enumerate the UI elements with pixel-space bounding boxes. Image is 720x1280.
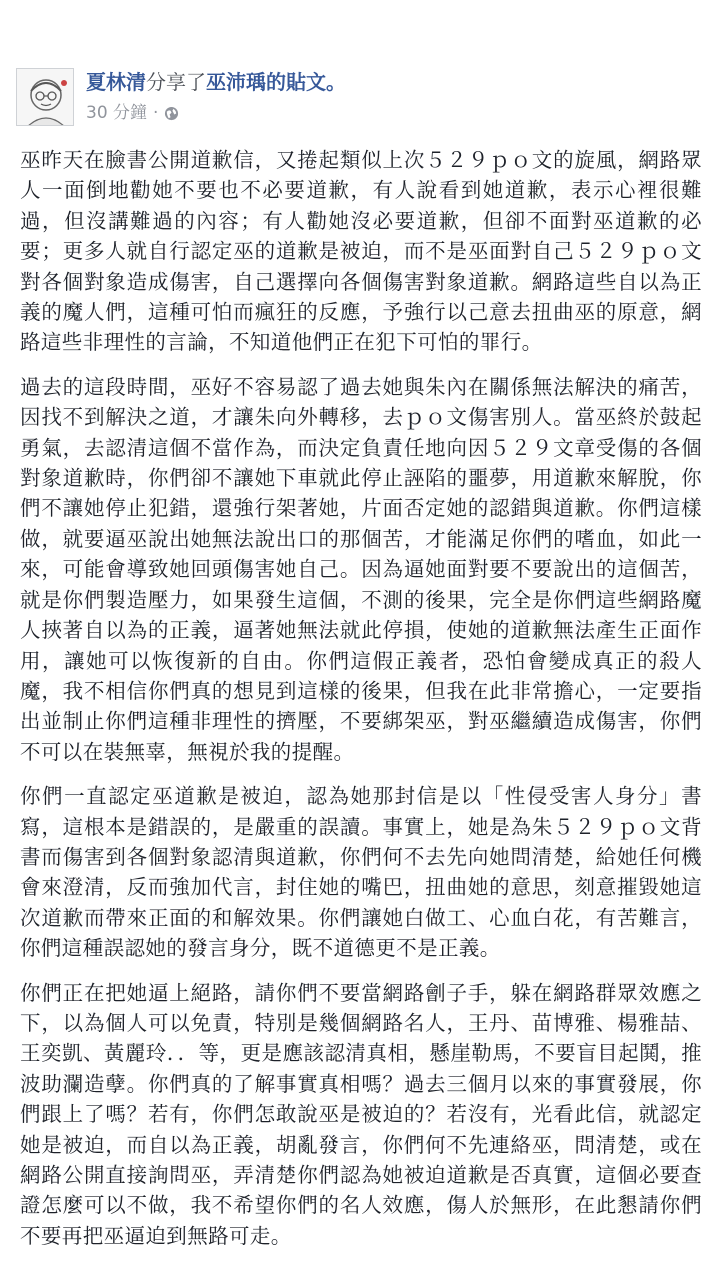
post-meta xyxy=(86,101,179,125)
avatar-sketch-icon xyxy=(17,69,74,126)
shared-text: 分享了 xyxy=(146,70,206,94)
post-body xyxy=(20,145,702,1265)
avatar[interactable] xyxy=(16,68,74,126)
timestamp-link[interactable]: 30 分鐘 xyxy=(86,103,148,123)
post-title-line xyxy=(86,68,346,96)
meta-separator: · xyxy=(153,103,159,123)
original-author-link[interactable]: 巫沛瑀 xyxy=(206,70,266,94)
post-paragraph-2: 過去的這段時間，巫好不容易認了過去她與朱內在關係無法解決的痛苦，因找不到解決之道，才讓朱向外轉移，去ｐｏ文傷害別人。當巫終於鼓起勇氣，去認清這個不當作為，而決定負責任地向因５２９文章受傷的各個對象道歉時，你們卻不讓她下車就此停止誣陷的噩夢，用道歉來解脫，你們不讓她停止犯錯，還強行架著她，片面否定她的認錯與道歉。你們這樣做，就要逼巫說出她無法說出口的那個苦，才能滿足你們的嗜血，如此一來，可能會導致她回頭傷害她自己。因為逼她面對要不要說出的這個苦，就是你們製造壓力，如果發生這個，不測的後果，完全是你們這些網路魔人挾著自以為的正義，逼著她無法就此停損，使她的道歉無法產生正面作用，讓她可以恢復新的自由。你們這假正義者，恐怕會變成真正的殺人魔，我不相信你們真的想見到這樣的後果，但我在此非常擔心，一定要指出並制止你們這種非理性的擠壓，不要綁架巫，對巫繼續造成傷害，你們不可以在裝無辜，無視於我的提醒。 xyxy=(20,374,702,764)
post-paragraph-1: 巫昨天在臉書公開道歉信，又捲起類似上次５２９ｐｏ文的旋風，網路眾人一面倒地勸她不要也不必要道歉，有人說看到她道歉，表示心裡很難過，但沒講難過的內容；有人勸她沒必要道歉，但卻不面對巫道歉的必要；更多人就自行認定巫的道歉是被迫，而不是巫面對自己５２９ｐｏ文對各個對象造成傷害，自己選擇向各個傷害對象道歉。網路這些自以為正義的魔人們，這種可怕而瘋狂的反應，予強行以己意去扭曲巫的原意，網路這些非理性的言論，不知道他們正在犯下可怕的罪行。 xyxy=(20,148,702,355)
globe-icon[interactable] xyxy=(164,106,179,121)
author-name-link[interactable]: 夏林清 xyxy=(86,70,146,94)
original-post-link[interactable]: 的貼文。 xyxy=(266,70,346,94)
post-paragraph-3: 你們一直認定巫道歉是被迫，認為她那封信是以「性侵受害人身分」書寫，這根本是錯誤的，是嚴重的誤讀。事實上，她是為朱５２９ｐｏ文背書而傷害到各個對象認清與道歉，你們何不去先向她問清楚，給她任何機會來澄清，反而強加代言，封住她的嘴巴，扭曲她的意思，刻意摧毀她這次道歉而帶來正面的和解效果。你們讓她白做工、心血白花，有苦難言，你們這種誤認她的發言身分，既不道德更不是正義。 xyxy=(20,784,702,961)
post-paragraph-4: 你們正在把她逼上絕路，請你們不要當網路劊子手，躲在網路群眾效應之下，以為個人可以免責，特別是幾個網路名人，王丹、苗博雅、楊雅喆、王奕凱、黃麗玲．．等，更是應該認清真相，懸崖勒馬，不要盲目起鬨，推波助瀾造孽。你們真的了解事實真相嗎？過去三個月以來的事實發展，你們跟上了嗎？若有，你們怎敢說巫是被迫的？若沒有，光看此信，就認定她是被迫，而自以為正義，胡亂發言，你們何不先連絡巫，問清楚，或在網路公開直接詢問巫，弄清楚你們認為她被迫道歉是否真實，這個必要查證怎麼可以不做，我不希望你們的名人效應，傷人於無形，在此懇請你們不要再把巫逼迫到無路可走。 xyxy=(20,980,702,1248)
post-header xyxy=(0,0,720,130)
